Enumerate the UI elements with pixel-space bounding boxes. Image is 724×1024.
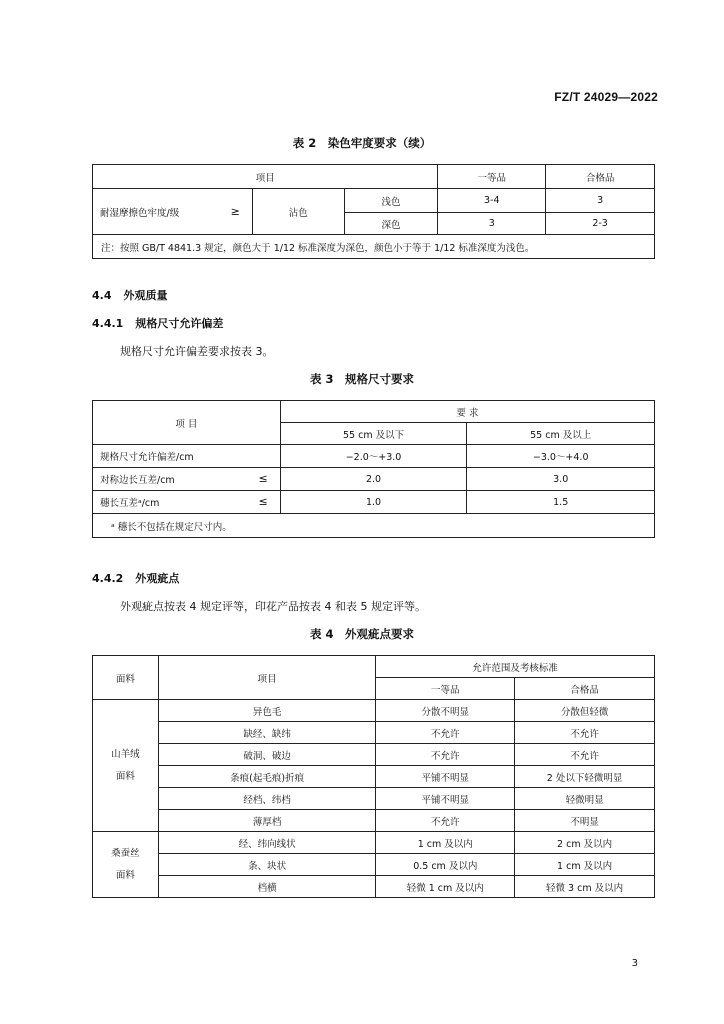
- table4-first: 不允许: [376, 744, 515, 766]
- table2-sub-item: 沾色: [252, 189, 344, 235]
- table3-caption: 表 3 规格尺寸要求: [309, 372, 414, 386]
- table4-first: 平铺不明显: [376, 766, 515, 788]
- section-number: 4.4.2: [92, 572, 124, 585]
- table4-first: 分散不明显: [376, 700, 515, 722]
- table4-header-pass: 合格品: [515, 678, 655, 700]
- table2-pass: 3: [546, 189, 655, 213]
- section-title: 外观疵点: [135, 572, 180, 585]
- section-4-4-1-text: 规格尺寸允许偏差要求按表 3。: [120, 345, 274, 358]
- table4-item: 经、纬向线状: [158, 832, 376, 854]
- table4-pass: 2 处以下轻微明显: [515, 766, 655, 788]
- table4-fabric: 山羊绒 面料: [93, 700, 159, 832]
- section-4-4-1-heading: [92, 315, 223, 331]
- table2-pass: 2-3: [546, 213, 655, 235]
- table2-shade: 浅色: [344, 189, 438, 213]
- table4-first: 不允许: [376, 722, 515, 744]
- section-4-4-2-text: 外观疵点按表 4 规定评等，印花产品按表 4 和表 5 规定评等。: [120, 600, 426, 613]
- le-symbol: ≤: [258, 472, 268, 485]
- table4-item: 异色毛: [158, 700, 376, 722]
- table3-cell: −3.0～+4.0: [467, 445, 655, 468]
- table4-pass: 2 cm 及以内: [515, 832, 655, 854]
- table4-item: 薄厚档: [158, 810, 376, 832]
- table2: [92, 164, 655, 259]
- table3-subheader: 55 cm 及以上: [467, 423, 655, 445]
- table3-item-label: 规格尺寸允许偏差/cm: [100, 452, 194, 463]
- ge-symbol: ≥: [230, 204, 240, 218]
- table3-cell: −2.0～+3.0: [280, 445, 467, 468]
- table3-cell: 1.5: [467, 491, 655, 514]
- table4-pass: 不允许: [515, 722, 655, 744]
- section-number: 4.4: [92, 289, 112, 302]
- section-4-4-heading: [92, 287, 168, 303]
- section-4-4-2-heading: [92, 570, 179, 586]
- table4-first: 轻微 1 cm 及以内: [376, 876, 515, 898]
- le-symbol: ≤: [258, 495, 268, 508]
- table4-pass: 不允许: [515, 744, 655, 766]
- table4-header-first: 一等品: [376, 678, 515, 700]
- table4-pass: 1 cm 及以内: [515, 854, 655, 876]
- table3-cell: 1.0: [280, 491, 467, 514]
- standard-code: FZ/T 24029—2022: [554, 90, 658, 104]
- table4-pass: 分散但轻微: [515, 700, 655, 722]
- table4-pass: 轻微 3 cm 及以内: [515, 876, 655, 898]
- table3-note: ᵃ 穗长不包括在规定尺寸内。: [93, 514, 655, 538]
- table4-header-fabric: 面料: [93, 656, 159, 700]
- section-title: 外观质量: [123, 289, 168, 302]
- table4-first: 平铺不明显: [376, 788, 515, 810]
- table2-shade: 深色: [344, 213, 438, 235]
- table3-cell: 2.0: [280, 468, 467, 491]
- table4-item: 缺经、缺纬: [158, 722, 376, 744]
- table3: [92, 400, 655, 538]
- table4-item: 经档、纬档: [158, 788, 376, 810]
- table4-header-item: 项目: [158, 656, 376, 700]
- table2-item: [93, 189, 253, 235]
- table4-pass: 轻微明显: [515, 788, 655, 810]
- table4-header-range: 允许范围及考核标准: [376, 656, 655, 678]
- table3-cell: 3.0: [467, 468, 655, 491]
- table3-row-item: [93, 491, 281, 514]
- table2-header-pass: 合格品: [546, 165, 655, 189]
- table2-header-item: 项目: [93, 165, 438, 189]
- page-number: 3: [631, 958, 638, 969]
- table2-header-first: 一等品: [438, 165, 546, 189]
- table4-first: 0.5 cm 及以内: [376, 854, 515, 876]
- table3-row-item: [93, 445, 281, 468]
- table4-first: 不允许: [376, 810, 515, 832]
- table4-pass: 不明显: [515, 810, 655, 832]
- table2-first: 3-4: [438, 189, 546, 213]
- table3-row-item: [93, 468, 281, 491]
- table4-item: 条、块状: [158, 854, 376, 876]
- table3-header-req: 要 求: [280, 401, 654, 423]
- table4-item: 条痕(起毛痕)折痕: [158, 766, 376, 788]
- table3-item-label: 穗长互差ᵃ/cm: [100, 498, 160, 509]
- table4-item: 破洞、破边: [158, 744, 376, 766]
- table2-item-label: 耐湿摩擦色牢度/级: [100, 207, 180, 219]
- table4-fabric: 桑蚕丝 面料: [93, 832, 159, 898]
- table4-caption: 表 4 外观疵点要求: [309, 627, 414, 641]
- table3-item-label: 对称边长互差/cm: [100, 475, 175, 486]
- table2-caption: 表 2 染色牢度要求（续）: [292, 136, 432, 150]
- table3-subheader: 55 cm 及以下: [280, 423, 467, 445]
- table2-note: 注：按照 GB/T 4841.3 规定，颜色大于 1/12 标准深度为深色，颜色小于等于 1/12 标准深度为浅色。: [93, 235, 655, 259]
- table4: [92, 655, 655, 898]
- table3-header-item: 项 目: [93, 401, 281, 445]
- section-number: 4.4.1: [92, 317, 124, 330]
- section-title: 规格尺寸允许偏差: [135, 317, 224, 330]
- table2-first: 3: [438, 213, 546, 235]
- table4-item: 档横: [158, 876, 376, 898]
- table4-first: 1 cm 及以内: [376, 832, 515, 854]
